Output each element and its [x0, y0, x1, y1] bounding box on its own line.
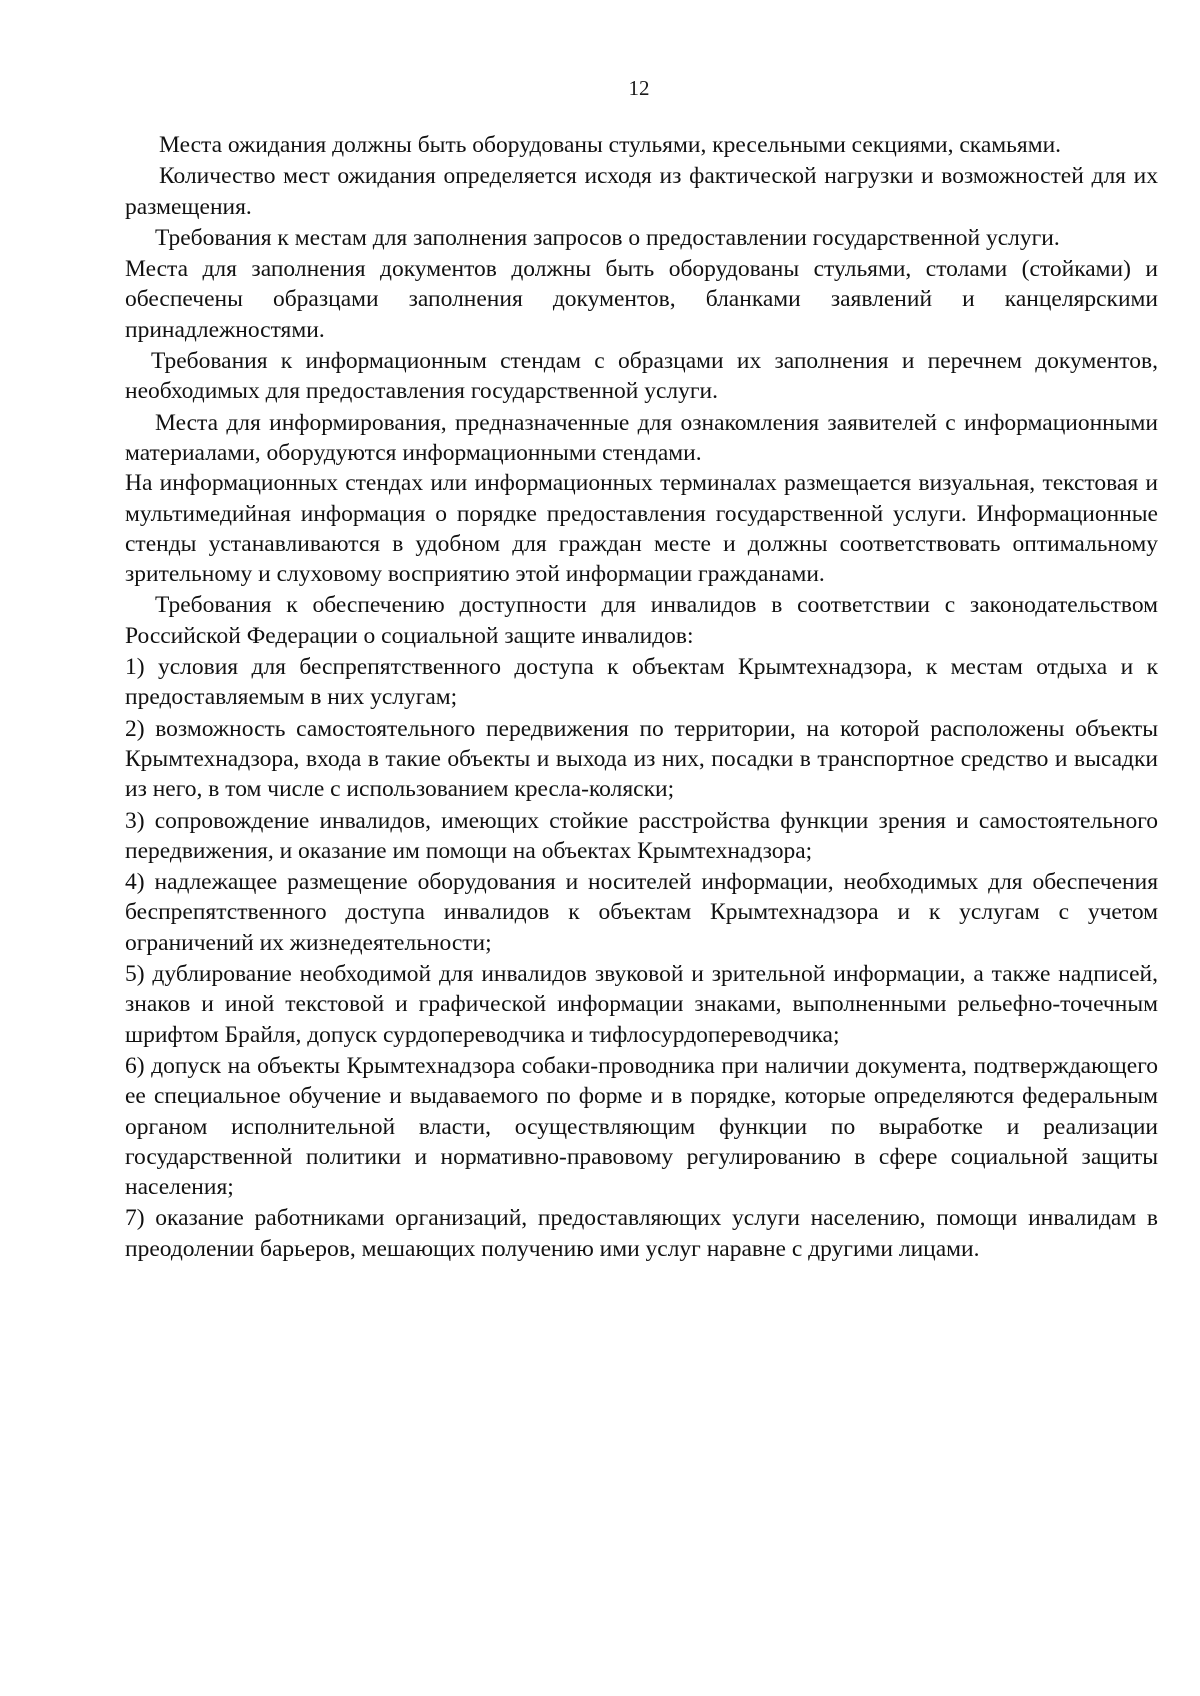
paragraph-waiting-places-count: Количество мест ожидания определяется исходя из фактической нагрузки и возможностей для их размещения.: [125, 163, 1158, 220]
paragraph-information-places: Места для информирования, предназначенные для ознакомления заявителей с информационными материалами, оборудуются информационными стендами.: [125, 409, 1158, 466]
list-item-4: 4) надлежащее размещение оборудования и носителей информации, необходимых для обеспечения беспрепятственного доступа инвалидов к объектам Крымтехнадзора и к услугам с учетом ограничений их жизнедеятельности;: [125, 869, 1158, 956]
paragraph-accessibility-requirements: Требования к обеспечению доступности для инвалидов в соответствии с законодательством Российской Федерации о социальной защите инвалидов:: [125, 592, 1158, 649]
page-number: 12: [628, 76, 650, 100]
paragraph-request-places-requirements: Требования к местам для заполнения запросов о предоставлении государственной услуги.: [155, 224, 1060, 251]
paragraph-waiting-places-equipment: Места ожидания должны быть оборудованы стульями, кресельными секциями, скамьями.: [159, 132, 1062, 158]
list-item-7: 7) оказание работниками организаций, предоставляющих услуги населению, помощи инвалидам в преодолении барьеров, мешающих получению ими услуг наравне с другими лицами.: [125, 1205, 1158, 1262]
list-item-3: 3) сопровождение инвалидов, имеющих стойкие расстройства функции зрения и самостоятельного передвижения, и оказание им помощи на объектах Крымтехнадзора;: [125, 807, 1158, 864]
list-item-2: 2) возможность самостоятельного передвижения по территории, на которой расположены объекты Крымтехнадзора, входа в такие объекты и выхода из них, посадки в транспортное средство и высадки из него, в том числе с использованием кресла-коляски;: [125, 715, 1158, 803]
list-item-6: 6) допуск на объекты Крымтехнадзора собаки-проводника при наличии документа, подтверждающего ее специальное обучение и выдаваемого по форме и в порядке, которые определяются федеральным органом исполнительной власти, осуществляющим функции по выработке и реализации государственной политики и нормативно-правовому регулированию в сфере социальной защиты населения;: [125, 1052, 1158, 1201]
list-item-5: 5) дублирование необходимой для инвалидов звуковой и зрительной информации, а также надписей, знаков и иной текстовой и графической информации знаками, выполненными рельефно-точечным шрифтом Брайля, допуск сурдопереводчика и тифлосурдопереводчика;: [125, 961, 1158, 1048]
document-body: [125, 130, 1158, 1264]
paragraph-info-stands-requirements: Требования к информационным стендам с образцами их заполнения и перечнем документов, необходимых для предоставления государственной услуги.: [125, 348, 1158, 405]
paragraph-document-filling-places: Места для заполнения документов должны быть оборудованы стульями, столами (стойками) и обеспечены образцами заполнения документов, бланками заявлений и канцелярскими принадлежностями.: [125, 256, 1158, 343]
paragraph-info-stands-content: На информационных стендах или информационных терминалах размещается визуальная, текстовая и мультимедийная информация о порядке предоставления государственной услуги. Информационные стенды устанавливаются в удобном для граждан месте и должны соответствовать оптимальному зрительному и слуховому восприятию этой информации гражданами.: [125, 470, 1158, 588]
list-item-1: 1) условия для беспрепятственного доступа к объектам Крымтехнадзора, к местам отдыха и к предоставляемым в них услугам;: [125, 654, 1158, 711]
